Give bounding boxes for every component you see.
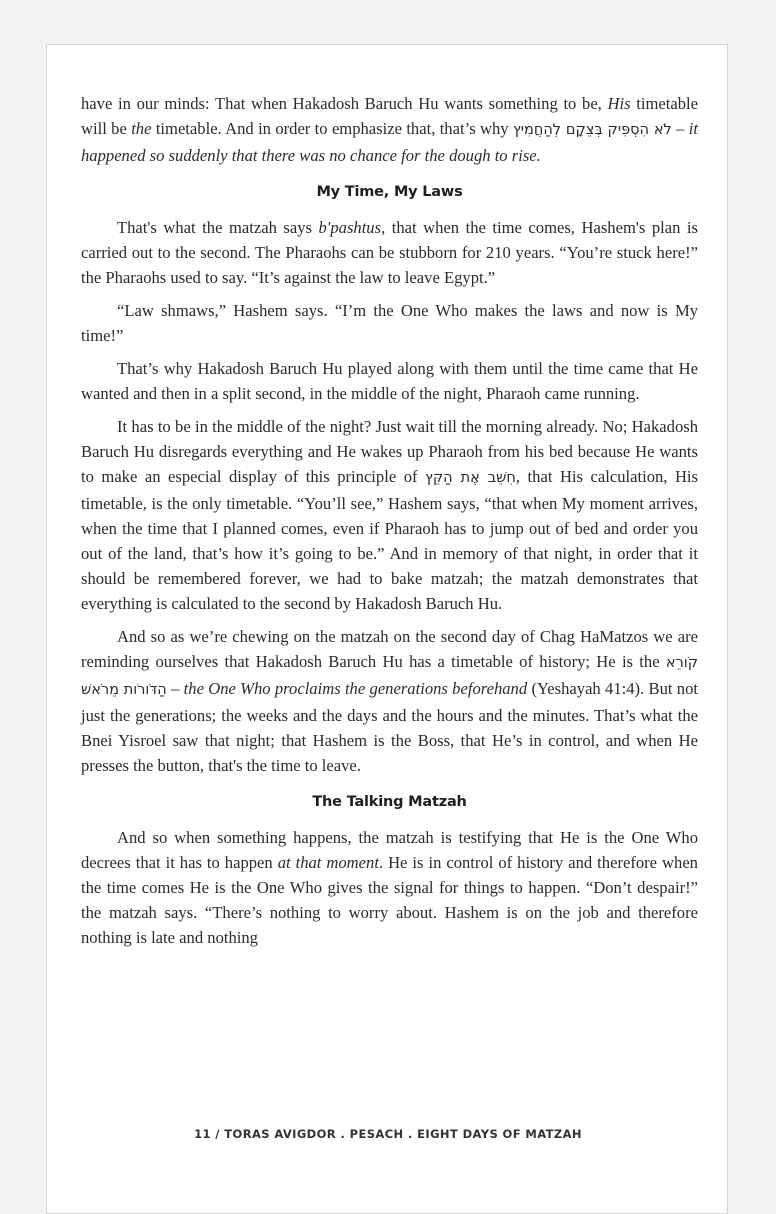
text-span: It has to be in the middle of the night? Just wait till the morning already. No; Hakadosh Baruch Hu disregards everything and He wakes up Pharaoh from his bed because He wants to make an especial display of this principle of — [81, 417, 698, 486]
text-span: have in our minds: That when Hakadosh Baruch Hu wants something to be, — [81, 94, 608, 113]
paragraph — [81, 414, 698, 616]
emphasis: His — [607, 94, 631, 113]
paragraph — [81, 825, 698, 950]
emphasis: at that moment — [277, 853, 379, 872]
text-span: That's what the matzah says — [117, 218, 319, 237]
paragraph: “Law shmaws,” Hashem says. “I’m the One Who makes the laws and now is My time!” — [81, 301, 698, 345]
text-span: . He is in control of history and therefore when the time comes He is the One Who gives the signal for things to happen. “Don’t despair!” the matzah says. “There’s nothing to worry about. Hashem is on the job and therefore nothing is late and nothing — [81, 853, 698, 947]
hebrew-quote: קֹורֵא הַדֹּורֹות מֵרֹאשׁ — [81, 655, 698, 698]
text-span: And so as we’re chewing on the matzah on the second day of Chag HaMatzos we are reminding ourselves that Hakadosh Baruch Hu has a timetable of history; He is the — [81, 627, 698, 671]
text-span: , that His calculation, His timetable, is the only timetable. “You’ll see,” Hashem says, “that when My moment arrives, when the time that I planned comes, even if Pharaoh has to jump out of bed and order you out of the land, that’s how it’s going to be.” And in memory of that night, in order that it should be remembered forever, we had to bake matzah; the matzah demonstrates that everything is calculated to the second by Hakadosh Baruch Hu. — [81, 467, 699, 613]
emphasis: the — [131, 119, 152, 138]
paragraph: That’s why Hakadosh Baruch Hu played along with them until the time came that He wanted and then in a split second, in the middle of the night, Pharaoh came running. — [81, 359, 698, 403]
paragraph — [81, 624, 698, 778]
emphasis: b'pashtus — [318, 218, 382, 237]
paragraph — [81, 215, 698, 290]
page-body — [81, 91, 698, 958]
page-footer: 11 / TORAS AVIGDOR . PESACH . EIGHT DAYS OF MATZAH — [194, 1127, 582, 1141]
hebrew-quote: חִשֵּׁב אֶת הַקֵּץ — [425, 470, 516, 486]
hebrew-quote: לֹא הִסְפִּיק בְּצֵקָם לְהַחֲמִיץ — [512, 122, 672, 138]
text-span: timetable will be — [81, 94, 698, 138]
section-heading: The Talking Matzah — [312, 794, 467, 810]
translation: – the One Who proclaims the generations beforehand — [166, 679, 528, 698]
section-heading: My Time, My Laws — [316, 184, 463, 200]
paragraph — [81, 91, 698, 168]
text-span: (Yeshayah 41:4). But not just the generations; the weeks and the days and the hours and the minutes. That’s what the Bnei Yisroel saw that night; that Hashem is the Boss, that He’s in control, and when He presses the button, that's the time to leave. — [81, 679, 698, 775]
text-span: timetable. And in order to emphasize that, that’s why — [151, 119, 513, 138]
text-span: And so when something happens, the matzah is testifying that He is the One Who decrees that it has to happen — [81, 828, 698, 872]
translation: – it happened so suddenly that there was no chance for the dough to rise. — [81, 119, 698, 165]
text-span: , that when the time comes, Hashem's plan is carried out to the second. The Pharaohs can be stubborn for 210 years. “You’re stuck here!” the Pharaohs used to say. “It’s against the law to leave Egypt.” — [81, 218, 698, 287]
book-page — [46, 44, 728, 1214]
